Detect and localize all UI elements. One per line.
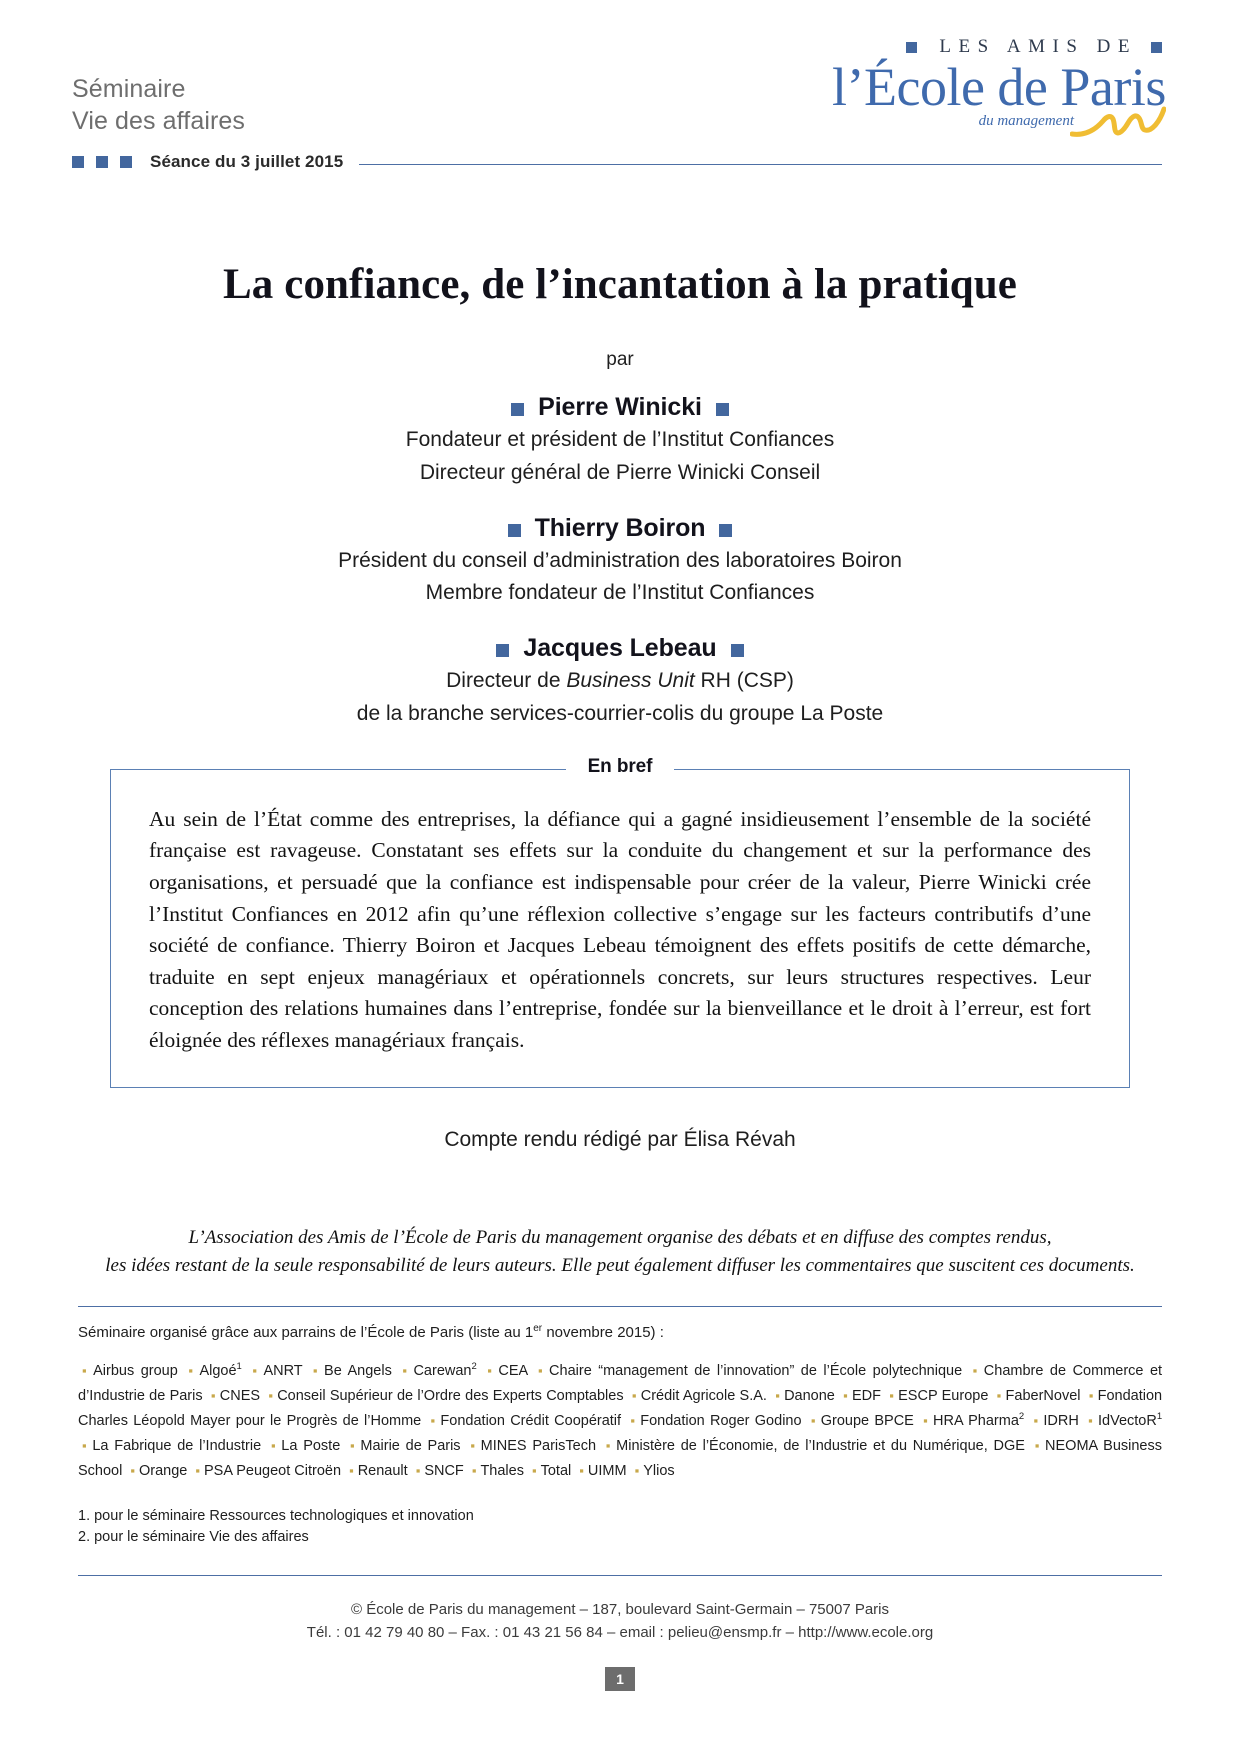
sponsor-bullet-icon: ▪ bbox=[471, 1462, 477, 1478]
footer-address: © École de Paris du management – 187, boulevard Saint-Germain – 75007 Paris bbox=[350, 1601, 890, 1619]
sponsor-item: Carewan$^2$ bbox=[413, 1361, 477, 1379]
sponsor-bullet-icon: ▪ bbox=[889, 1387, 895, 1403]
sponsor-bullet-icon: ▪ bbox=[82, 1362, 90, 1378]
sponsor-bullet-icon: ▪ bbox=[349, 1462, 354, 1478]
swash-flourish-icon bbox=[1070, 103, 1166, 142]
square-marker-icon bbox=[719, 524, 732, 537]
sponsor-footnote-marker: 2 bbox=[1018, 1410, 1025, 1422]
speaker-role-line: Directeur général de Pierre Winicki Conseil bbox=[419, 460, 821, 484]
sponsor-item: MINES ParisTech bbox=[480, 1437, 597, 1454]
sponsor-item: Thales bbox=[480, 1462, 524, 1479]
logo-tagline: du management bbox=[978, 113, 1074, 130]
disclaimer-line-2: les idées restant de la seule responsabilité de leurs auteurs. Elle peut également diffuser les commentaires que suscitent ces documents. bbox=[105, 1254, 1135, 1276]
sponsor-item: FaberNovel bbox=[1005, 1387, 1081, 1404]
logo-wordmark: l’École de Paris bbox=[832, 57, 1166, 117]
sponsor-bullet-icon: ▪ bbox=[972, 1362, 980, 1378]
sponsor-bullet-icon: ▪ bbox=[402, 1362, 410, 1378]
sponsor-item: HRA Pharma$^2$ bbox=[933, 1410, 1025, 1429]
sponsor-item: NEOMA Business School bbox=[78, 1437, 1163, 1479]
sponsor-item: Fondation Charles Léopold Mayer pour le Progrès de l’Homme bbox=[78, 1387, 1163, 1429]
logo-association-line: LES AMIS DE bbox=[939, 36, 1137, 57]
sponsor-item: Danone bbox=[784, 1387, 835, 1404]
sponsor-bullet-icon: ▪ bbox=[130, 1462, 135, 1478]
sponsor-item: Algoé$^1$ bbox=[199, 1361, 242, 1379]
speaker-entry bbox=[0, 634, 1240, 729]
sponsor-item: Orange bbox=[138, 1462, 188, 1479]
square-marker-icon bbox=[511, 403, 524, 416]
logo-bottom-row bbox=[832, 113, 1162, 139]
footnote-2: 2. pour le séminaire Vie des affaires bbox=[78, 1529, 309, 1546]
abstract-box bbox=[110, 769, 1130, 1088]
speaker-role-line: Membre fondateur de l’Institut Confiances bbox=[425, 581, 815, 605]
sponsor-bullet-icon: ▪ bbox=[923, 1412, 930, 1428]
sponsor-item: ESCP Europe bbox=[898, 1387, 989, 1404]
sponsor-bullet-icon: ▪ bbox=[470, 1437, 477, 1453]
sponsor-bullet-icon: ▪ bbox=[268, 1387, 274, 1403]
masthead bbox=[0, 0, 1240, 190]
abstract-text: Au sein de l’État comme des entreprises, la défiance qui a gagné insidieusement l’ensemble de la société française est ravageuse. Constatant ses effets sur la conduite du changement et sur la performance des organisations, et persuadé que la confiance est indispensable pour créer de la valeur, Pierre Winicki crée l’Institut Confiances en 2012 afin qu’une réflexion collective s’engage sur les facteurs contributifs d’une société de confiance. Thierry Boiron et Jacques Lebeau témoignent des effets positifs de cette démarche, traduite en sept enjeux managériaux et opérationnels concrets, sur leurs structures respectives. Leur conception des relations humaines dans l’entreprise, fondée sur la bienveillance et le droit à l’erreur, est fort éloignée des réflexes managériaux français. bbox=[149, 806, 1091, 1053]
abstract-legend-label: En bref bbox=[566, 756, 675, 777]
sponsor-bullet-icon: ▪ bbox=[82, 1437, 89, 1453]
sponsor-item: SNCF bbox=[424, 1462, 464, 1479]
sponsor-item: CEA bbox=[498, 1362, 528, 1379]
sponsors-footnotes bbox=[78, 1506, 1162, 1550]
sponsor-bullet-icon: ▪ bbox=[775, 1387, 781, 1403]
sponsors-section bbox=[78, 1323, 1162, 1549]
logo-top-row bbox=[832, 36, 1162, 58]
sponsor-bullet-icon: ▪ bbox=[843, 1387, 848, 1403]
sponsor-item: Airbus group bbox=[93, 1362, 178, 1379]
sponsor-bullet-icon: ▪ bbox=[270, 1437, 278, 1453]
sponsor-item: Chaire “management de l’innovation” de l’École polytechnique bbox=[549, 1362, 963, 1379]
speaker-name-row bbox=[0, 634, 1240, 663]
sponsor-bullet-icon: ▪ bbox=[252, 1362, 260, 1378]
session-row bbox=[72, 152, 1162, 172]
sponsor-item: UIMM bbox=[587, 1462, 627, 1479]
footer-divider bbox=[78, 1575, 1162, 1576]
sponsor-bullet-icon: ▪ bbox=[1088, 1387, 1094, 1403]
sponsor-item: IdVectoR$^1$ bbox=[1098, 1410, 1163, 1429]
sponsor-bullet-icon: ▪ bbox=[195, 1462, 200, 1478]
speaker-role-prefix: Directeur de bbox=[446, 669, 567, 693]
square-marker-icon bbox=[496, 644, 509, 657]
sponsor-item: La Poste bbox=[281, 1437, 341, 1454]
sponsor-item: PSA Peugeot Citroën bbox=[204, 1462, 342, 1479]
sponsor-bullet-icon: ▪ bbox=[537, 1362, 546, 1378]
sponsor-item: ANRT bbox=[263, 1362, 303, 1379]
speaker-role-suffix: RH (CSP) bbox=[694, 669, 794, 693]
sponsors-list bbox=[78, 1359, 1162, 1484]
speaker-name: Pierre Winicki bbox=[538, 393, 702, 421]
sponsor-item: Groupe BPCE bbox=[820, 1412, 914, 1429]
sponsor-item: Fondation Roger Godino bbox=[640, 1412, 802, 1429]
report-credit: Compte rendu rédigé par Élisa Révah bbox=[444, 1127, 796, 1151]
sponsor-item: Ministère de l’Économie, de l’Industrie et du Numérique, DGE bbox=[616, 1437, 1025, 1454]
sponsor-bullet-icon: ▪ bbox=[996, 1387, 1002, 1403]
sponsors-intro-suffix: novembre 2015) : bbox=[542, 1323, 664, 1341]
sponsor-item: Fondation Crédit Coopératif bbox=[440, 1412, 622, 1429]
sponsor-bullet-icon: ▪ bbox=[487, 1362, 495, 1378]
square-marker-icon bbox=[120, 156, 132, 168]
association-disclaimer bbox=[74, 1224, 1166, 1280]
seminar-name: Vie des affaires bbox=[72, 107, 246, 135]
sponsor-bullet-icon: ▪ bbox=[1033, 1412, 1040, 1428]
speaker-name-row bbox=[0, 514, 1240, 543]
page-title: La confiance, de l’incantation à la pratique bbox=[223, 261, 1017, 308]
square-marker-icon bbox=[508, 524, 521, 537]
sponsor-bullet-icon: ▪ bbox=[350, 1437, 357, 1453]
speaker-role-line: de la branche services-courrier-colis du groupe La Poste bbox=[356, 702, 884, 726]
sponsor-item: Renault bbox=[357, 1462, 408, 1479]
header-divider bbox=[359, 164, 1162, 165]
footer-contact: Tél. : 01 42 79 40 80 – Fax. : 01 43 21 56 84 – email : pelieu@ensmp.fr – http://www.ecole.org bbox=[306, 1624, 934, 1642]
sponsor-bullet-icon: ▪ bbox=[1034, 1437, 1042, 1453]
square-marker-icon bbox=[72, 156, 84, 168]
speaker-role-line: Président du conseil d’administration des laboratoires Boiron bbox=[338, 548, 902, 572]
disclaimer-line-1: L’Association des Amis de l’École de Paris du management organise des débats et en diffuse des comptes rendus, bbox=[188, 1226, 1052, 1248]
speaker-entry bbox=[0, 514, 1240, 609]
sponsor-item: Conseil Supérieur de l’Ordre des Experts Comptables bbox=[277, 1387, 624, 1404]
square-marker-icon bbox=[716, 403, 729, 416]
sponsors-intro bbox=[78, 1323, 1162, 1341]
sponsors-intro-prefix: Séminaire organisé grâce aux parrains de l’École de Paris (liste au 1 bbox=[78, 1323, 534, 1341]
speaker-role-line: Fondateur et président de l’Institut Confiances bbox=[405, 428, 835, 451]
sponsors-top-divider bbox=[78, 1306, 1162, 1307]
abstract-section bbox=[110, 755, 1130, 1088]
sponsor-footnote-marker: 1 bbox=[1156, 1410, 1163, 1422]
speaker-role-emphasis: Business Unit bbox=[566, 669, 695, 693]
sponsor-bullet-icon: ▪ bbox=[630, 1412, 637, 1428]
sponsor-item: Ylios bbox=[643, 1462, 675, 1479]
by-label: par bbox=[606, 349, 634, 370]
square-marker-icon bbox=[906, 42, 917, 53]
speaker-role-line bbox=[0, 666, 1240, 696]
sponsor-bullet-icon: ▪ bbox=[631, 1387, 637, 1403]
sponsor-bullet-icon: ▪ bbox=[532, 1462, 537, 1478]
sponsor-bullet-icon: ▪ bbox=[188, 1362, 196, 1378]
sponsor-item: Chambre de Commerce et d’Industrie de Paris bbox=[78, 1362, 1163, 1404]
page-footer bbox=[0, 1598, 1240, 1645]
sponsor-item: Crédit Agricole S.A. bbox=[640, 1387, 767, 1404]
square-marker-icon bbox=[96, 156, 108, 168]
sponsor-bullet-icon: ▪ bbox=[605, 1437, 613, 1453]
sponsor-bullet-icon: ▪ bbox=[810, 1412, 817, 1428]
sponsor-bullet-icon: ▪ bbox=[634, 1462, 640, 1478]
speakers-list bbox=[0, 393, 1240, 729]
speaker-name: Jacques Lebeau bbox=[523, 634, 717, 663]
sponsor-item: La Fabrique de l’Industrie bbox=[92, 1437, 262, 1454]
sponsor-item: EDF bbox=[852, 1387, 881, 1404]
square-marker-icon bbox=[1151, 42, 1162, 53]
sponsor-item: IDRH bbox=[1043, 1412, 1079, 1429]
sponsor-footnote-marker: 1 bbox=[236, 1361, 242, 1373]
sponsor-bullet-icon: ▪ bbox=[312, 1362, 321, 1378]
speaker-entry bbox=[0, 393, 1240, 488]
speaker-name-row bbox=[0, 393, 1240, 422]
sponsor-item: Be Angels bbox=[324, 1362, 392, 1379]
sponsor-item: CNES bbox=[219, 1387, 261, 1404]
sponsors-intro-ordinal: er bbox=[533, 1322, 543, 1334]
session-date: Séance du 3 juillet 2015 bbox=[150, 152, 344, 171]
sponsor-bullet-icon: ▪ bbox=[210, 1387, 216, 1403]
sponsor-footnote-marker: 2 bbox=[471, 1361, 477, 1373]
sponsor-bullet-icon: ▪ bbox=[430, 1412, 437, 1428]
square-marker-icon bbox=[731, 644, 744, 657]
sponsor-item: Total bbox=[540, 1462, 572, 1479]
seminar-identity bbox=[72, 73, 245, 137]
speaker-name: Thierry Boiron bbox=[534, 513, 706, 542]
ecole-de-paris-logo bbox=[832, 36, 1166, 139]
seminar-kind: Séminaire bbox=[72, 75, 186, 103]
sponsor-item: Mairie de Paris bbox=[360, 1437, 461, 1454]
sponsor-bullet-icon: ▪ bbox=[579, 1462, 584, 1478]
sponsor-bullet-icon: ▪ bbox=[415, 1462, 421, 1478]
footnote-1: 1. pour le séminaire Ressources technologiques et innovation bbox=[78, 1507, 474, 1524]
sponsor-bullet-icon: ▪ bbox=[1088, 1412, 1094, 1428]
page-number-badge: 1 bbox=[605, 1667, 635, 1691]
